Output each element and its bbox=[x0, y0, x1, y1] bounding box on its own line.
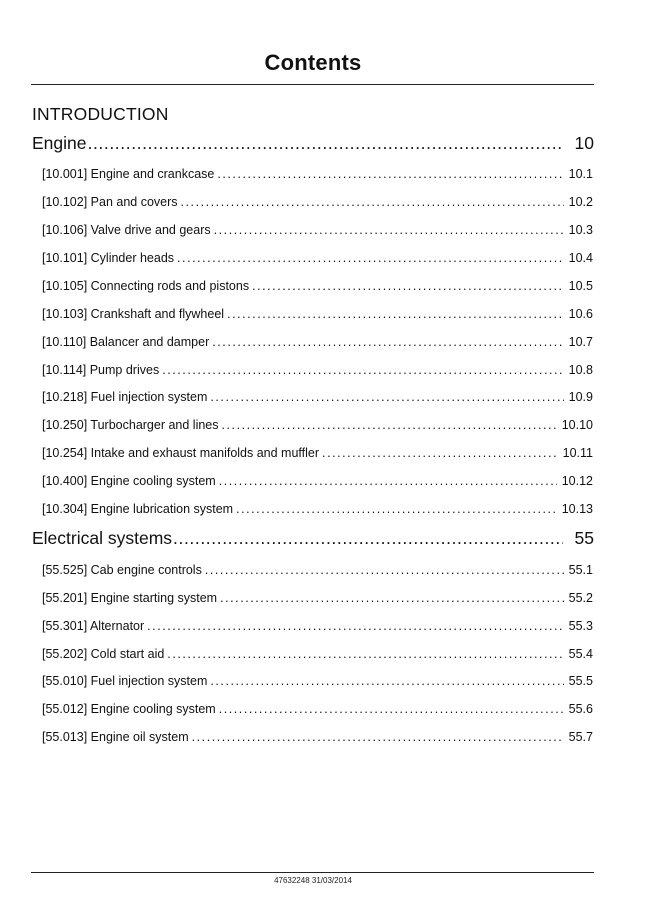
toc-entry-page: 10.9 bbox=[568, 390, 593, 404]
toc-entry[interactable] bbox=[42, 363, 593, 377]
toc-entry[interactable] bbox=[42, 251, 593, 265]
toc-entry-page: 10.10 bbox=[561, 418, 593, 432]
footer-divider bbox=[31, 872, 594, 873]
toc-entry-label: [10.102] Pan and covers bbox=[42, 195, 178, 209]
toc-entry-page: 55.2 bbox=[568, 591, 593, 605]
toc-entry[interactable] bbox=[42, 702, 593, 716]
toc-entry-page: 10.7 bbox=[568, 335, 593, 349]
toc-entry[interactable] bbox=[42, 474, 593, 488]
toc-section-engine[interactable] bbox=[32, 133, 594, 154]
toc-entry[interactable] bbox=[42, 390, 593, 404]
page-title: Contents bbox=[264, 50, 362, 75]
toc-entry-page: 55.6 bbox=[568, 702, 593, 716]
toc-entry[interactable] bbox=[42, 446, 593, 460]
toc-entry-page: 10.11 bbox=[562, 446, 593, 460]
toc-entry[interactable] bbox=[42, 418, 593, 432]
dot-leader bbox=[217, 167, 563, 181]
toc-entry-label: [55.013] Engine oil system bbox=[42, 730, 189, 744]
toc-entry-page: 10.13 bbox=[561, 502, 593, 516]
toc-entry-label: [10.001] Engine and crankcase bbox=[42, 167, 215, 181]
toc-entry-page: 10.1 bbox=[568, 167, 593, 181]
dot-leader bbox=[322, 446, 558, 460]
dot-leader bbox=[192, 730, 564, 744]
toc-entry-label: [10.106] Valve drive and gears bbox=[42, 223, 211, 237]
toc-entry-page: 10.2 bbox=[568, 195, 593, 209]
toc-entry[interactable] bbox=[42, 167, 593, 181]
toc-entry-page: 10.8 bbox=[568, 363, 593, 377]
toc-entry-label: [55.525] Cab engine controls bbox=[42, 563, 202, 577]
dot-leader bbox=[227, 307, 564, 321]
footer-doc-reference: 47632248 31/03/2014 bbox=[274, 876, 352, 885]
toc-section-label: Electrical systems bbox=[32, 528, 173, 548]
dot-leader bbox=[212, 335, 563, 349]
dot-leader bbox=[181, 195, 564, 209]
toc-entry-label: [10.110] Balancer and damper bbox=[42, 335, 210, 349]
introduction-heading[interactable]: INTRODUCTION bbox=[32, 104, 169, 124]
toc-entry[interactable] bbox=[42, 674, 593, 688]
toc-entry-page: 10.4 bbox=[568, 251, 593, 265]
toc-entry-page: 10.3 bbox=[568, 223, 593, 237]
dot-leader bbox=[162, 363, 563, 377]
dot-leader bbox=[88, 133, 563, 154]
toc-entry-label: [10.254] Intake and exhaust manifolds and muffler bbox=[42, 446, 320, 460]
toc-entry[interactable] bbox=[42, 335, 593, 349]
dot-leader bbox=[167, 647, 563, 661]
toc-entry[interactable] bbox=[42, 730, 593, 744]
toc-entry-label: [55.301] Alternator bbox=[42, 619, 145, 633]
toc-entry-label: [10.101] Cylinder heads bbox=[42, 251, 175, 265]
toc-entry-page: 55.3 bbox=[568, 619, 593, 633]
toc-entry-label: [55.201] Engine starting system bbox=[42, 591, 218, 605]
toc-entry[interactable] bbox=[42, 195, 593, 209]
dot-leader bbox=[252, 279, 564, 293]
dot-leader bbox=[173, 528, 563, 549]
toc-entry-label: [55.202] Cold start aid bbox=[42, 647, 165, 661]
toc-entry-page: 55.7 bbox=[568, 730, 593, 744]
toc-entry-label: [10.114] Pump drives bbox=[42, 363, 160, 377]
toc-entry-label: [10.105] Connecting rods and pistons bbox=[42, 279, 250, 293]
toc-entry[interactable] bbox=[42, 502, 593, 516]
toc-entry-label: [10.250] Turbocharger and lines bbox=[42, 418, 219, 432]
dot-leader bbox=[205, 563, 564, 577]
toc-entry[interactable] bbox=[42, 223, 593, 237]
toc-entry-label: [10.400] Engine cooling system bbox=[42, 474, 216, 488]
toc-entry-page: 10.12 bbox=[561, 474, 593, 488]
toc-entry[interactable] bbox=[42, 563, 593, 577]
toc-entry-label: [10.304] Engine lubrication system bbox=[42, 502, 234, 516]
dot-leader bbox=[177, 251, 564, 265]
toc-entry-page: 55.5 bbox=[568, 674, 593, 688]
dot-leader bbox=[210, 674, 563, 688]
toc-entry[interactable] bbox=[42, 619, 593, 633]
toc-entry-label: [55.010] Fuel injection system bbox=[42, 674, 208, 688]
toc-entry-label: [55.012] Engine cooling system bbox=[42, 702, 216, 716]
toc-entry[interactable] bbox=[42, 647, 593, 661]
toc-entry[interactable] bbox=[42, 591, 593, 605]
toc-section-page: 55 bbox=[574, 528, 594, 548]
toc-entry-label: [10.218] Fuel injection system bbox=[42, 390, 208, 404]
dot-leader bbox=[219, 702, 564, 716]
toc-entry-page: 55.4 bbox=[568, 647, 593, 661]
dot-leader bbox=[219, 474, 557, 488]
toc-entry-page: 10.6 bbox=[568, 307, 593, 321]
toc-entry[interactable] bbox=[42, 307, 593, 321]
dot-leader bbox=[210, 390, 563, 404]
toc-entry-page: 55.1 bbox=[568, 563, 593, 577]
title-divider bbox=[31, 84, 594, 85]
dot-leader bbox=[236, 502, 557, 516]
dot-leader bbox=[147, 619, 564, 633]
toc-section-electrical-systems[interactable] bbox=[32, 528, 594, 549]
dot-leader bbox=[220, 591, 564, 605]
dot-leader bbox=[214, 223, 564, 237]
toc-section-page: 10 bbox=[574, 133, 594, 153]
toc-entry-label: [10.103] Crankshaft and flywheel bbox=[42, 307, 225, 321]
toc-section-label: Engine bbox=[32, 133, 87, 153]
toc-entry-page: 10.5 bbox=[568, 279, 593, 293]
toc-entry[interactable] bbox=[42, 279, 593, 293]
dot-leader bbox=[222, 418, 557, 432]
